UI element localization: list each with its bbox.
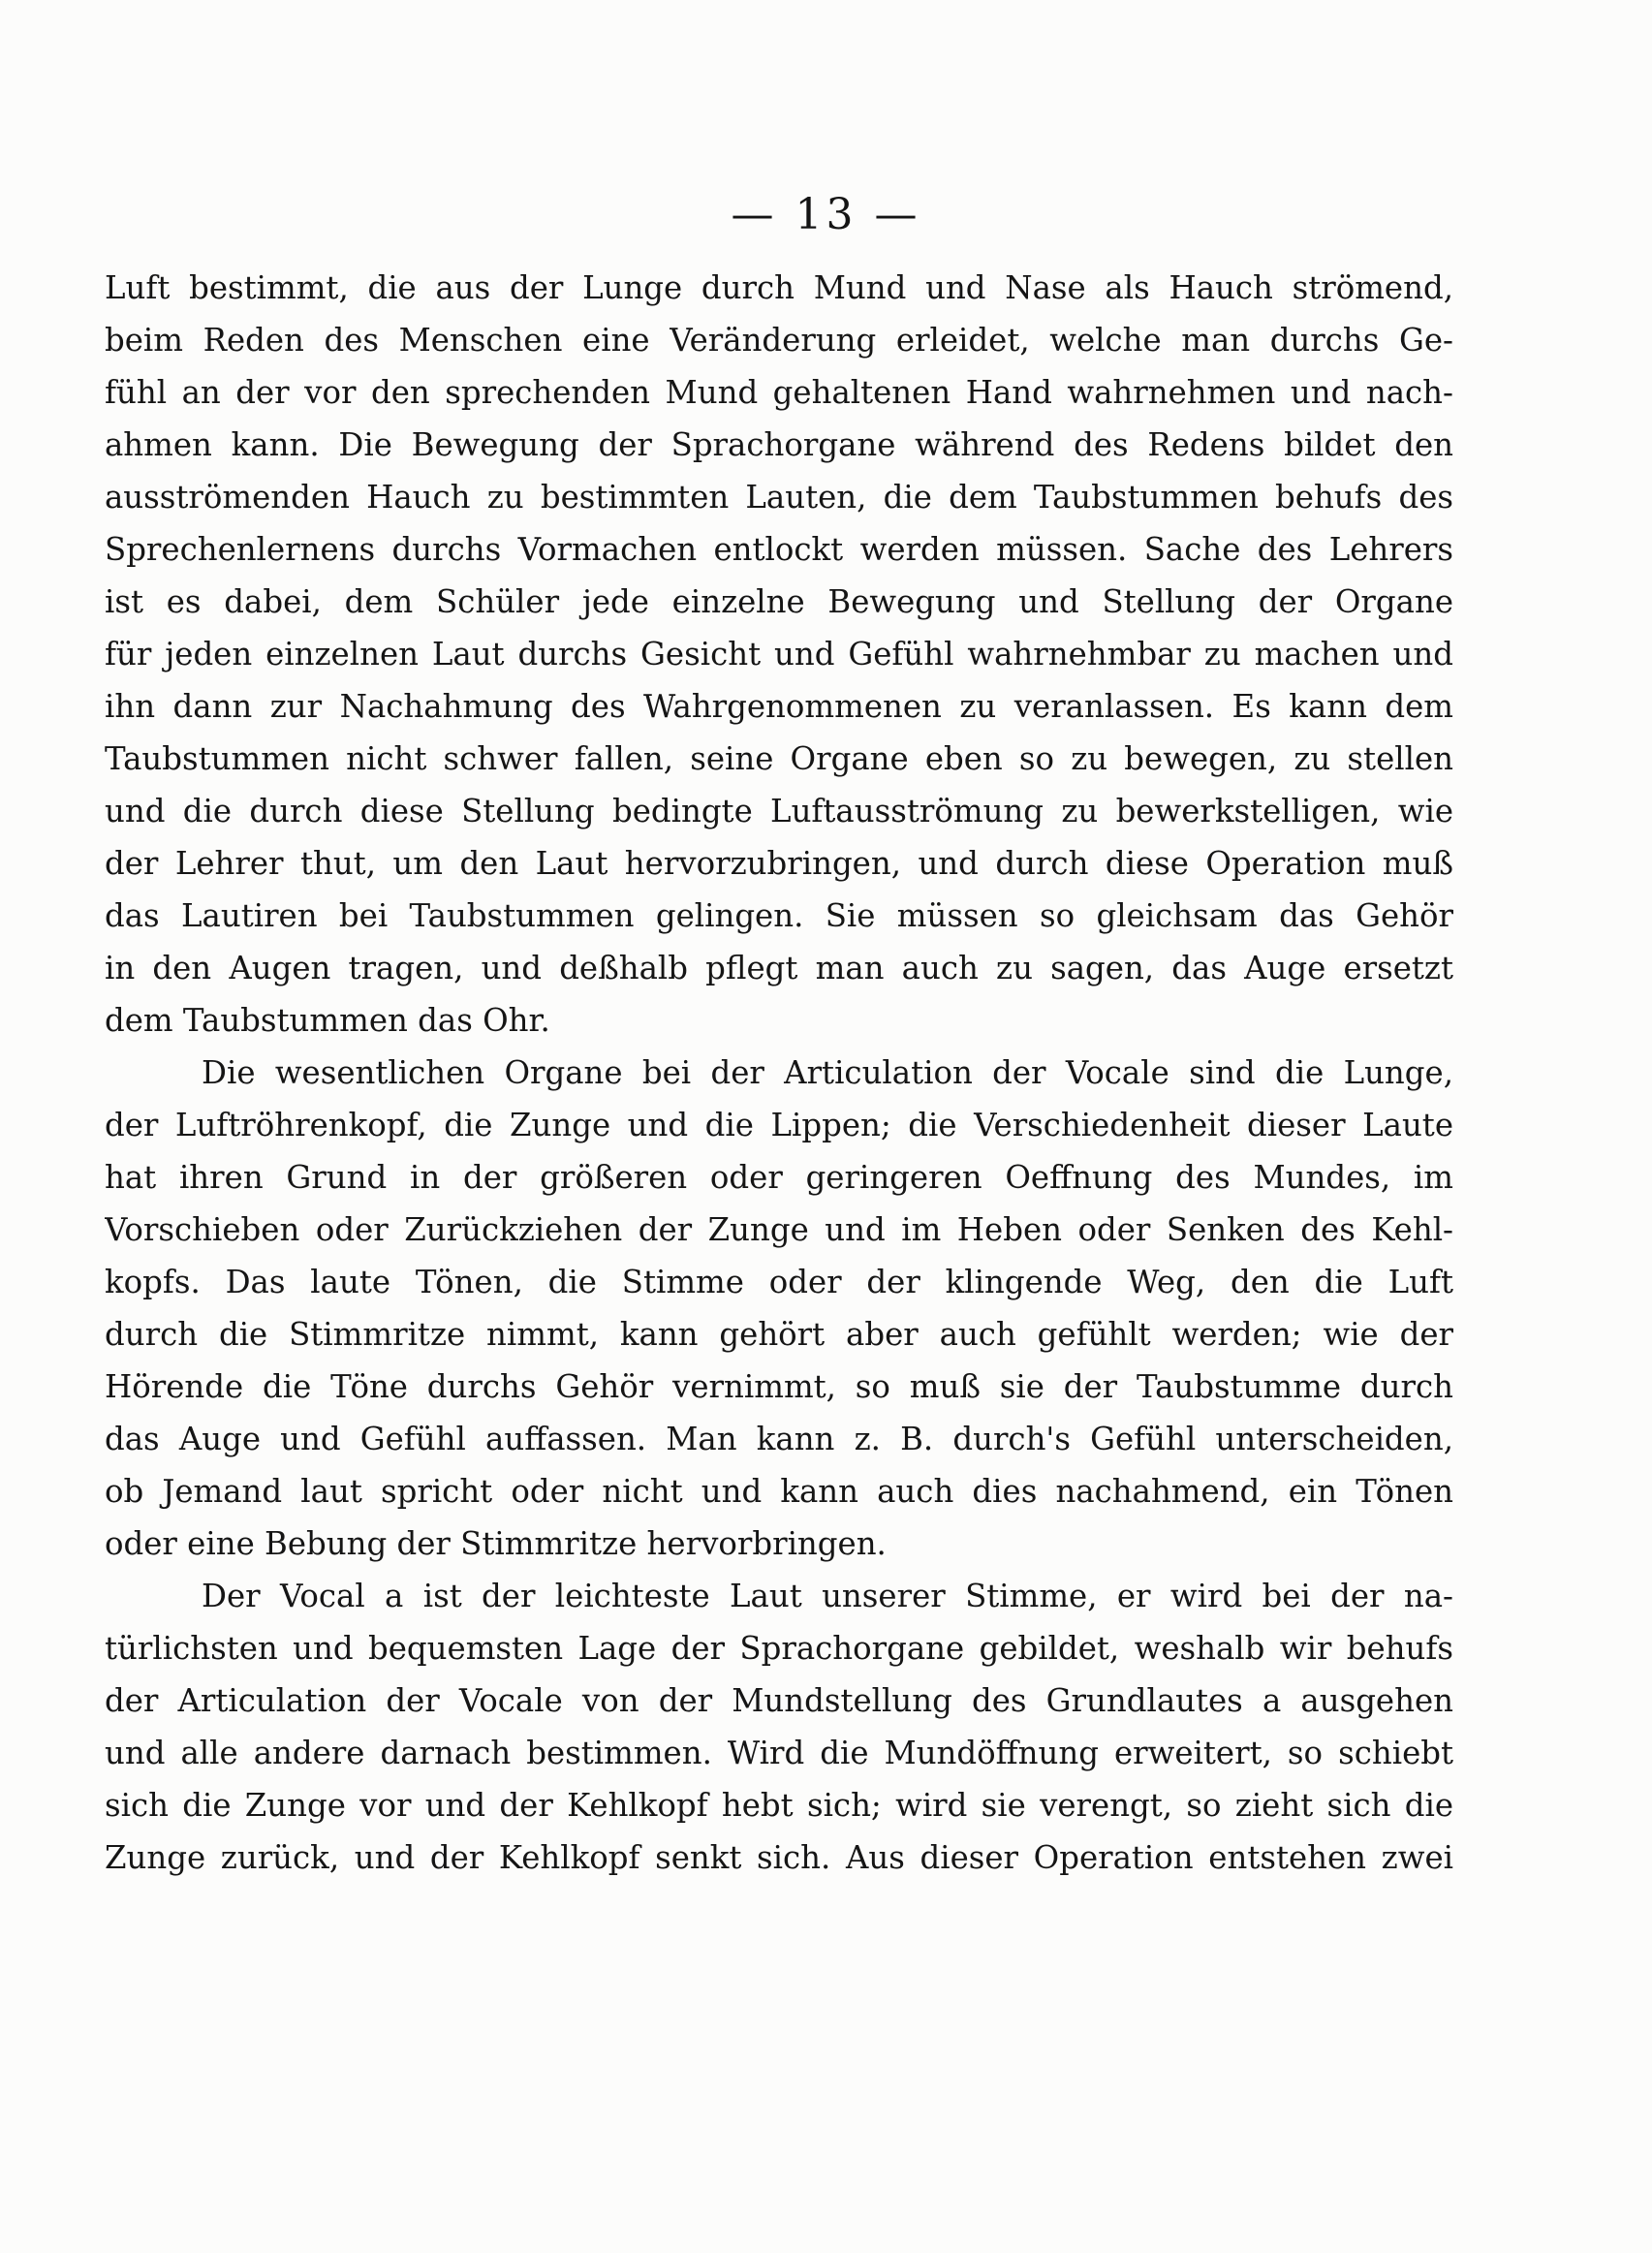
text-line: ahmen kann. Die Bewegung der Sprachorgane während des Redens bildet den	[105, 426, 1453, 463]
text-line: und alle andere darnach bestimmen. Wird die Mundöffnung erweitert, so schiebt	[105, 1735, 1453, 1771]
text-line: Zunge zurück, und der Kehlkopf senkt sich. Aus dieser Operation entstehen zwei	[105, 1839, 1453, 1876]
text-line: ausströmenden Hauch zu bestimmten Lauten, die dem Taubstummen behufs des	[105, 479, 1453, 516]
text-line: Sprechenlernens durchs Vormachen entlockt werden müssen. Sache des Lehrers	[105, 531, 1453, 568]
text-line: beim Reden des Menschen eine Veränderung erleidet, welche man durchs Ge-	[105, 322, 1453, 359]
text-line: das Auge und Gefühl auffassen. Man kann z. B. durch's Gefühl unterscheiden,	[105, 1421, 1453, 1457]
text-line: Taubstummen nicht schwer fallen, seine Organe eben so zu bewegen, zu stellen	[105, 740, 1453, 777]
text-line: Die wesentlichen Organe bei der Articulation der Vocale sind die Lunge,	[202, 1054, 1453, 1091]
text-line: ist es dabei, dem Schüler jede einzelne Bewegung und Stellung der Organe	[105, 583, 1453, 620]
text-line: durch die Stimmritze nimmt, kann gehört aber auch gefühlt werden; wie der	[105, 1316, 1453, 1353]
text-line: sich die Zunge vor und der Kehlkopf hebt sich; wird sie verengt, so zieht sich die	[105, 1787, 1453, 1824]
text-line: Luft bestimmt, die aus der Lunge durch Mund und Nase als Hauch strömend,	[105, 269, 1453, 306]
text-line: für jeden einzelnen Laut durchs Gesicht und Gefühl wahrnehmbar zu machen und	[105, 636, 1453, 673]
text-line: ob Jemand laut spricht oder nicht und kann auch dies nachahmend, ein Tönen	[105, 1473, 1453, 1510]
text-line: türlichsten und bequemsten Lage der Sprachorgane gebildet, weshalb wir behufs	[105, 1630, 1453, 1667]
text-line: der Lehrer thut, um den Laut hervorzubringen, und durch diese Operation muß	[105, 845, 1453, 882]
text-line: Hörende die Töne durchs Gehör vernimmt, so muß sie der Taubstumme durch	[105, 1368, 1453, 1405]
text-line: der Articulation der Vocale von der Mundstellung des Grundlautes a ausgehen	[105, 1682, 1453, 1719]
text-line: ihn dann zur Nachahmung des Wahrgenommenen zu veranlassen. Es kann dem	[105, 688, 1453, 725]
text-line: fühl an der vor den sprechenden Mund gehaltenen Hand wahrnehmen und nach-	[105, 374, 1453, 411]
text-line: und die durch diese Stellung bedingte Luftausströmung zu bewerkstelligen, wie	[105, 793, 1453, 829]
text-line: Der Vocal a ist der leichteste Laut unserer Stimme, er wird bei der na-	[202, 1578, 1453, 1614]
text-line: kopfs. Das laute Tönen, die Stimme oder der klingende Weg, den die Luft	[105, 1264, 1453, 1300]
text-line: in den Augen tragen, und deßhalb pflegt man auch zu sagen, das Auge ersetzt	[105, 950, 1453, 986]
text-line: das Lautiren bei Taubstummen gelingen. Sie müssen so gleichsam das Gehör	[105, 897, 1453, 934]
text-line: hat ihren Grund in der größeren oder geringeren Oeffnung des Mundes, im	[105, 1159, 1453, 1196]
text-line: der Luftröhrenkopf, die Zunge und die Lippen; die Verschiedenheit dieser Laute	[105, 1107, 1453, 1143]
text-line: Vorschieben oder Zurückziehen der Zunge und im Heben oder Senken des Kehl-	[105, 1211, 1453, 1248]
page-number: — 13 —	[731, 190, 921, 239]
body-text	[105, 262, 1453, 1884]
text-line: oder eine Bebung der Stimmritze hervorbringen.	[105, 1525, 887, 1562]
text-line: dem Taubstummen das Ohr.	[105, 1002, 550, 1039]
